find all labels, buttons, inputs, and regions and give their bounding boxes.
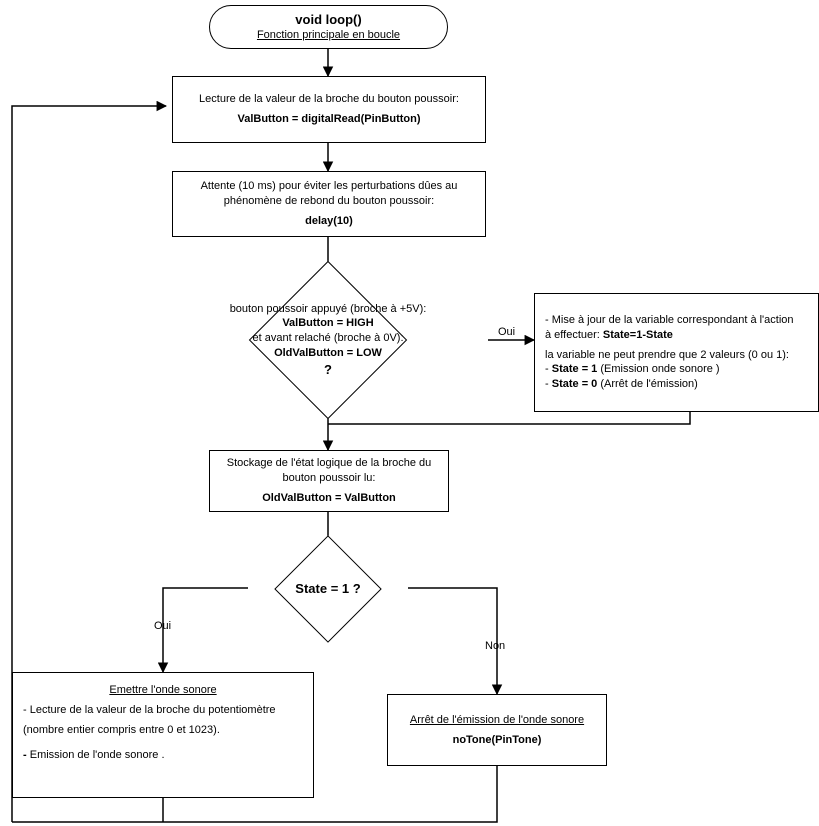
update-state-line4-text: (Emission onde sonore ) bbox=[597, 363, 720, 376]
decision-button-line2: ValButton = HIGH bbox=[282, 317, 374, 330]
node-decision-state bbox=[248, 551, 408, 627]
decision-button-label bbox=[168, 288, 488, 392]
delay-line2: phénomène de rebond du bouton poussoir: bbox=[223, 195, 435, 208]
delay-code: delay(10) bbox=[305, 214, 353, 227]
start-subtitle: Fonction principale en boucle bbox=[256, 29, 401, 42]
node-stop-tone bbox=[387, 694, 607, 766]
update-state-line5-dash: - bbox=[545, 378, 552, 391]
node-emit-tone bbox=[12, 672, 314, 798]
update-state-line4 bbox=[545, 362, 808, 377]
update-state-line5-code: State = 0 bbox=[551, 378, 598, 391]
start-title: void loop() bbox=[295, 11, 362, 27]
update-state-line2-code: State=1-State bbox=[602, 328, 673, 341]
emit-tone-line3 bbox=[23, 748, 303, 763]
decision-button-line3: et avant relaché (broche à 0V): bbox=[252, 332, 404, 345]
node-delay bbox=[172, 171, 486, 237]
delay-line1: Attente (10 ms) pour éviter les perturbations dûes au bbox=[200, 180, 458, 193]
node-update-state bbox=[534, 293, 819, 412]
store-state-code: OldValButton = ValButton bbox=[262, 491, 396, 504]
edge-label-oui-button: Oui bbox=[498, 326, 516, 338]
update-state-line5-text: (Arrêt de l'émission) bbox=[597, 378, 698, 391]
emit-tone-line3-text: Emission de l'onde sonore . bbox=[29, 748, 165, 761]
emit-tone-title: Emettre l'onde sonore bbox=[109, 684, 217, 696]
edge-label-oui-state: Oui bbox=[154, 620, 172, 632]
emit-tone-line2: (nombre entier compris entre 0 et 1023). bbox=[23, 723, 220, 736]
update-state-line5 bbox=[545, 377, 808, 392]
decision-state-label bbox=[248, 551, 408, 627]
update-state-line4-code: State = 1 bbox=[551, 363, 598, 376]
update-state-line1: - Mise à jour de la variable correspondant à l'action bbox=[545, 313, 794, 326]
store-state-line2: bouton poussoir lu: bbox=[282, 472, 376, 485]
decision-button-question-mark: ? bbox=[324, 361, 332, 377]
node-start bbox=[209, 5, 448, 49]
read-button-code: ValButton = digitalRead(PinButton) bbox=[237, 113, 421, 125]
emit-tone-line1: - Lecture de la valeur de la broche du potentiomètre bbox=[23, 703, 276, 716]
emit-tone-line3-dash: - bbox=[23, 748, 30, 761]
node-store-state bbox=[209, 450, 449, 512]
update-state-line3: la variable ne peut prendre que 2 valeurs (0 ou 1): bbox=[545, 348, 789, 361]
update-state-line2-text: à effectuer: bbox=[545, 328, 603, 341]
edge-label-non-state: Non bbox=[485, 640, 506, 652]
stop-tone-code: noTone(PinTone) bbox=[452, 733, 542, 746]
store-state-line1: Stockage de l'état logique de la broche du bbox=[226, 457, 432, 470]
read-button-line1: Lecture de la valeur de la broche du bouton poussoir: bbox=[199, 93, 459, 106]
decision-state-text: State = 1 ? bbox=[295, 581, 361, 597]
node-read-button bbox=[172, 76, 486, 143]
stop-tone-line1: Arrêt de l'émission de l'onde sonore bbox=[409, 713, 585, 726]
update-state-line2 bbox=[545, 328, 808, 343]
update-state-line4-dash: - bbox=[545, 363, 552, 376]
decision-button-line4: OldValButton = LOW bbox=[274, 347, 382, 360]
node-decision-button bbox=[168, 288, 488, 392]
decision-button-line1: bouton poussoir appuyé (broche à +5V): bbox=[229, 302, 427, 315]
